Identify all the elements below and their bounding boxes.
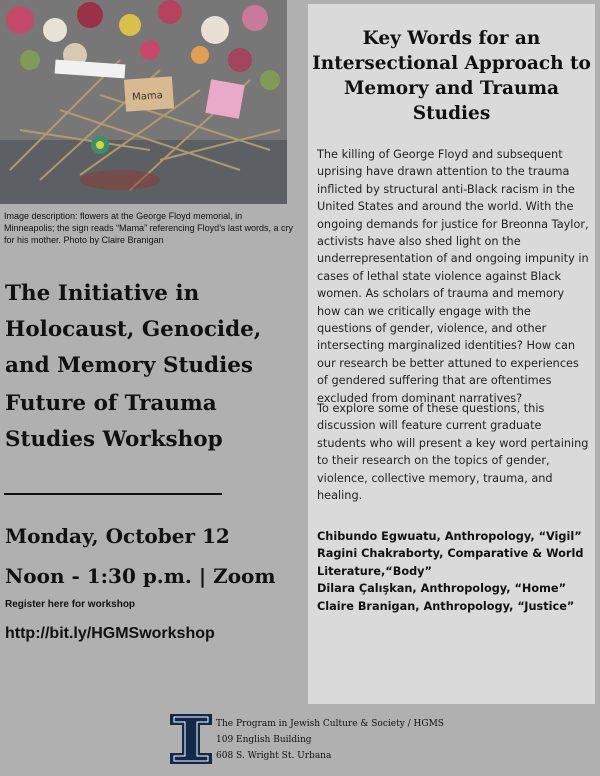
event-time: Noon - 1:30 p.m. | Zoom (5, 564, 276, 588)
initiative-title: The Initiative in Holocaust, Genocide, and Memory Studies (5, 281, 262, 378)
presenter-list (317, 528, 589, 615)
event-date: Monday, October 12 (5, 524, 230, 548)
presenter-item: Dilara Çalışkan, Anthropology, “Home” (317, 582, 566, 596)
footer-street: 608 S. Wright St. Urbana (216, 751, 332, 761)
panel-title: Key Words for an Intersectional Approach to Memory and Trauma Studies (312, 28, 591, 124)
divider-line (4, 493, 222, 495)
description-paragraph-2: To explore some of these questions, this discussion will feature current graduate students who will present a key word pertaining to their research on the topics of gender, violence, collective memory, trauma, and healing. (317, 402, 589, 503)
register-link[interactable]: http://bit.ly/HGMSworkshop (5, 625, 215, 642)
presenter-item: Chibundo Egwuatu, Anthropology, “Vigil” (317, 530, 582, 543)
register-label: Register here for workshop (5, 599, 136, 610)
mama-sign-text: Mama (131, 90, 164, 104)
footer-building: 109 English Building (216, 735, 312, 745)
presenter-item: Claire Branigan, Anthropology, “Justice” (317, 599, 575, 613)
footer-address (216, 716, 444, 764)
description-paragraph-1: The killing of George Floyd and subsequent uprising have drawn attention to the trauma inflicted by structural anti-Black racism in the United States and around the world. With the ongoing demands for justice for Breonna Taylor, activists have also shed light on the underrepresentation of and ongoing impunity in cases of lethal state violence against Black women. As scholars of trauma and memory how can we critically engage with the questions of gender, violence, and other intersecting marginalized identities? How can our research be better attuned to experiences of gendered suffering that are oftentimes excluded from dominant narratives? (317, 148, 589, 405)
footer-program: The Program in Jewish Culture & Society / HGMS (216, 719, 444, 729)
presenter-item: Ragini Chakraborty, Comparative & World Literature,“Body” (317, 547, 584, 578)
memorial-photo (0, 0, 287, 204)
illinois-block-i-logo (170, 714, 212, 764)
description-panel (308, 4, 595, 704)
workshop-title: Future of Trauma Studies Workshop (5, 391, 223, 452)
photo-caption: Image description: flowers at the George Floyd memorial, in Minneapolis; the sign reads “Mama” referencing Floyd’s last words, a cry for his mother. Photo by Claire Branigan (4, 211, 293, 245)
